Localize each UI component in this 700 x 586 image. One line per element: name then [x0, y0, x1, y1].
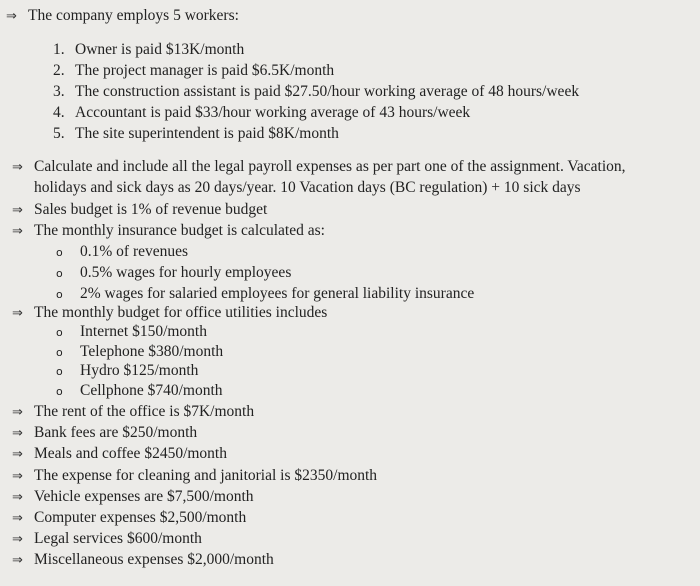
expense-line: ⇒ Meals and coffee $2450/month [12, 444, 227, 465]
arrow-icon: ⇒ [12, 447, 23, 462]
list-item: 3. The construction assistant is paid $27.50/hour working average of 48 hours/week [53, 83, 580, 100]
expense-line: ⇒ The expense for cleaning and janitorial is $2350/month [12, 466, 377, 487]
list-item: o 0.1% of revenues [56, 242, 188, 263]
list-item: o Hydro $125/month [56, 361, 198, 382]
list-item: o 2% wages for salaried employees for general liability insurance [56, 284, 474, 305]
payroll-line: ⇒ Calculate and include all the legal payroll expenses as per part one of the assignment. Vacation, [12, 157, 626, 178]
bullet-icon: o [56, 385, 63, 398]
arrow-icon: ⇒ [12, 426, 23, 441]
list-item: o Internet $150/month [56, 322, 207, 343]
arrow-icon: ⇒ [12, 490, 23, 505]
arrow-icon: ⇒ [12, 160, 23, 175]
list-item: 2. The project manager is paid $6.5K/month [53, 62, 335, 79]
list-item: 1. Owner is paid $13K/month [53, 41, 245, 58]
expense-line: ⇒ Miscellaneous expenses $2,000/month [12, 550, 274, 571]
list-item: 5. The site superintendent is paid $8K/month [53, 125, 339, 142]
arrow-icon: ⇒ [6, 9, 17, 24]
arrow-icon: ⇒ [12, 511, 23, 526]
arrow-icon: ⇒ [12, 224, 23, 239]
list-item: o Telephone $380/month [56, 342, 223, 363]
sales-budget-line: ⇒ Sales budget is 1% of revenue budget [12, 200, 267, 221]
utilities-intro-line: ⇒ The monthly budget for office utilities includes [12, 303, 327, 324]
bullet-icon: o [56, 267, 63, 280]
list-item: o Cellphone $740/month [56, 381, 223, 402]
bullet-icon: o [56, 326, 63, 339]
bullet-icon: o [56, 365, 63, 378]
arrow-icon: ⇒ [12, 532, 23, 547]
intro-text: The company employs 5 workers: [28, 7, 239, 24]
expense-line: ⇒ The rent of the office is $7K/month [12, 402, 254, 423]
list-item: o 0.5% wages for hourly employees [56, 263, 291, 284]
arrow-icon: ⇒ [12, 306, 23, 321]
arrow-icon: ⇒ [12, 203, 23, 218]
bullet-icon: o [56, 246, 63, 259]
arrow-icon: ⇒ [12, 553, 23, 568]
list-item: 4. Accountant is paid $33/hour working average of 43 hours/week [53, 104, 471, 121]
payroll-line-cont: holidays and sick days as 20 days/year. 10 Vacation days (BC regulation) + 10 sick days [34, 179, 581, 196]
arrow-icon: ⇒ [12, 405, 23, 420]
expense-line: ⇒ Bank fees are $250/month [12, 423, 197, 444]
bullet-icon: o [56, 346, 63, 359]
arrow-icon: ⇒ [12, 469, 23, 484]
expense-line: ⇒ Vehicle expenses are $7,500/month [12, 487, 254, 508]
insurance-intro-line: ⇒ The monthly insurance budget is calculated as: [12, 221, 325, 242]
expense-line: ⇒ Legal services $600/month [12, 529, 202, 550]
bullet-icon: o [56, 288, 63, 301]
intro-line [6, 6, 239, 27]
expense-line: ⇒ Computer expenses $2,500/month [12, 508, 246, 529]
